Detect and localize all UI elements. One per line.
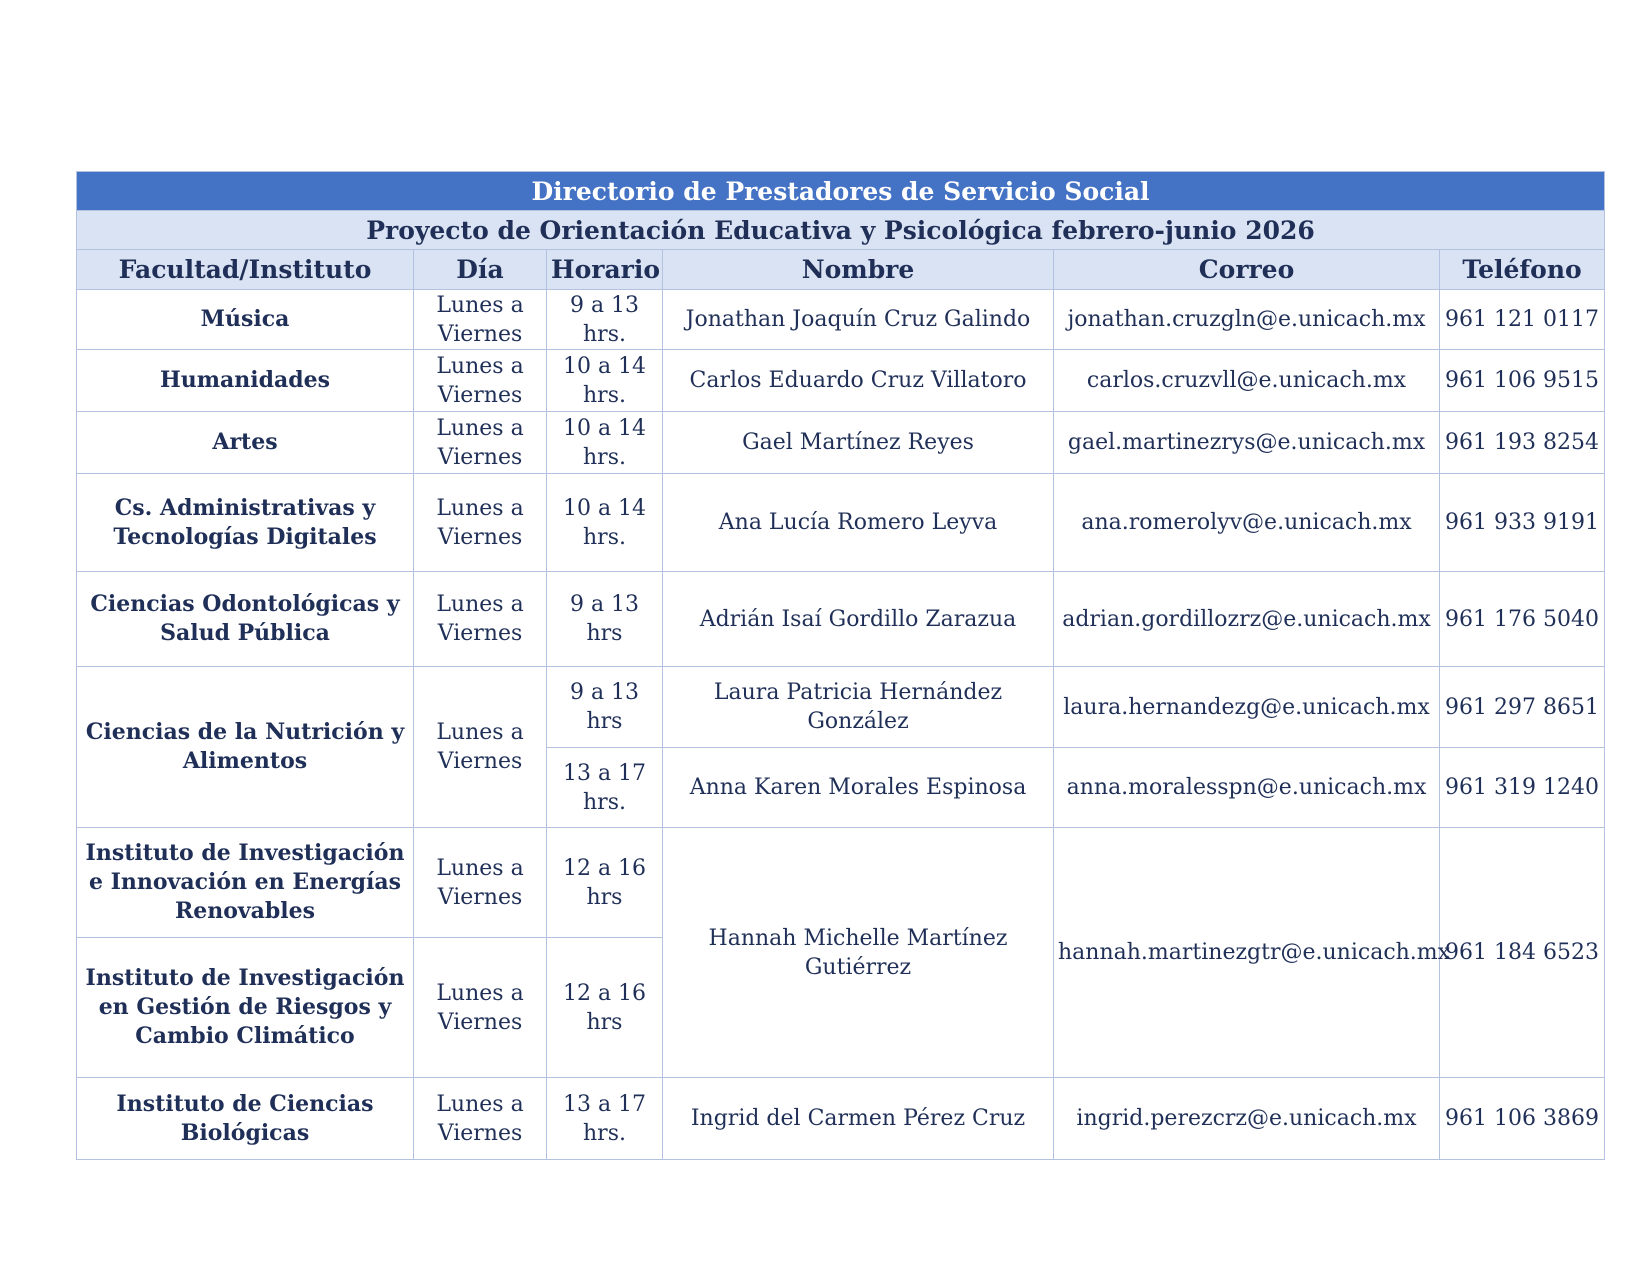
- telefono-cell: 961 319 1240: [1440, 748, 1605, 828]
- horario-cell: 9 a 13 hrs: [547, 667, 663, 748]
- horario-cell: 13 a 17 hrs.: [547, 1078, 663, 1160]
- facultad-cell: Ciencias Odontológicas y Salud Pública: [77, 572, 414, 667]
- correo-cell: adrian.gordillozrz@e.unicach.mx: [1054, 572, 1440, 667]
- facultad-cell: Música: [77, 290, 414, 350]
- subtitle-row: [77, 211, 1605, 250]
- horario-cell: 12 a 16 hrs: [547, 828, 663, 938]
- correo-cell: carlos.cruzvll@e.unicach.mx: [1054, 350, 1440, 412]
- facultad-cell: Instituto de Investigación e Innovación en Energías Renovables: [77, 828, 414, 938]
- facultad-cell: Instituto de Ciencias Biológicas: [77, 1078, 414, 1160]
- horario-cell: 10 a 14 hrs.: [547, 412, 663, 474]
- nombre-cell: Carlos Eduardo Cruz Villatoro: [663, 350, 1054, 412]
- facultad-cell: Artes: [77, 412, 414, 474]
- nombre-cell: Anna Karen Morales Espinosa: [663, 748, 1054, 828]
- nombre-cell: Jonathan Joaquín Cruz Galindo: [663, 290, 1054, 350]
- telefono-cell: 961 297 8651: [1440, 667, 1605, 748]
- dia-cell: Lunes a Viernes: [414, 938, 547, 1078]
- title-row: [77, 172, 1605, 211]
- horario-cell: 10 a 14 hrs.: [547, 474, 663, 572]
- dia-cell: Lunes a Viernes: [414, 1078, 547, 1160]
- header-telefono: Teléfono: [1440, 250, 1605, 290]
- nombre-cell: Ana Lucía Romero Leyva: [663, 474, 1054, 572]
- horario-cell: 9 a 13 hrs: [547, 572, 663, 667]
- facultad-cell: Ciencias de la Nutrición y Alimentos: [77, 667, 414, 828]
- telefono-cell: 961 193 8254: [1440, 412, 1605, 474]
- telefono-cell: 961 106 9515: [1440, 350, 1605, 412]
- horario-cell: 13 a 17 hrs.: [547, 748, 663, 828]
- correo-cell: ingrid.perezcrz@e.unicach.mx: [1054, 1078, 1440, 1160]
- header-horario: Horario: [547, 250, 663, 290]
- telefono-cell: 961 176 5040: [1440, 572, 1605, 667]
- horario-cell: 10 a 14 hrs.: [547, 350, 663, 412]
- table-row: [77, 290, 1605, 350]
- correo-cell: ana.romerolyv@e.unicach.mx: [1054, 474, 1440, 572]
- telefono-cell: 961 106 3869: [1440, 1078, 1605, 1160]
- correo-cell: jonathan.cruzgln@e.unicach.mx: [1054, 290, 1440, 350]
- telefono-cell: 961 121 0117: [1440, 290, 1605, 350]
- dia-cell: Lunes a Viernes: [414, 350, 547, 412]
- correo-cell: hannah.martinezgtr@e.unicach.mx: [1054, 828, 1440, 1078]
- column-header-row: [77, 250, 1605, 290]
- header-nombre: Nombre: [663, 250, 1054, 290]
- table-row: [77, 1078, 1605, 1160]
- table-row: [77, 412, 1605, 474]
- table-row: [77, 828, 1605, 938]
- nombre-cell: Adrián Isaí Gordillo Zarazua: [663, 572, 1054, 667]
- nombre-cell: Hannah Michelle Martínez Gutiérrez: [663, 828, 1054, 1078]
- telefono-cell: 961 933 9191: [1440, 474, 1605, 572]
- horario-cell: 9 a 13 hrs.: [547, 290, 663, 350]
- header-dia: Día: [414, 250, 547, 290]
- table-subtitle: Proyecto de Orientación Educativa y Psicológica febrero-junio 2026: [77, 211, 1605, 250]
- correo-cell: gael.martinezrys@e.unicach.mx: [1054, 412, 1440, 474]
- correo-cell: laura.hernandezg@e.unicach.mx: [1054, 667, 1440, 748]
- nombre-cell: Gael Martínez Reyes: [663, 412, 1054, 474]
- dia-cell: Lunes a Viernes: [414, 572, 547, 667]
- table-title: Directorio de Prestadores de Servicio Social: [77, 172, 1605, 211]
- dia-cell: Lunes a Viernes: [414, 667, 547, 828]
- horario-cell: 12 a 16 hrs: [547, 938, 663, 1078]
- table-row: [77, 350, 1605, 412]
- header-facultad: Facultad/Instituto: [77, 250, 414, 290]
- telefono-cell: 961 184 6523: [1440, 828, 1605, 1078]
- nombre-cell: Ingrid del Carmen Pérez Cruz: [663, 1078, 1054, 1160]
- table-row: [77, 572, 1605, 667]
- nombre-cell: Laura Patricia Hernández González: [663, 667, 1054, 748]
- facultad-cell: Instituto de Investigación en Gestión de Riesgos y Cambio Climático: [77, 938, 414, 1078]
- dia-cell: Lunes a Viernes: [414, 412, 547, 474]
- facultad-cell: Cs. Administrativas y Tecnologías Digitales: [77, 474, 414, 572]
- header-correo: Correo: [1054, 250, 1440, 290]
- correo-cell: anna.moralesspn@e.unicach.mx: [1054, 748, 1440, 828]
- dia-cell: Lunes a Viernes: [414, 474, 547, 572]
- table-row: [77, 667, 1605, 748]
- dia-cell: Lunes a Viernes: [414, 828, 547, 938]
- dia-cell: Lunes a Viernes: [414, 290, 547, 350]
- table-row: [77, 474, 1605, 572]
- facultad-cell: Humanidades: [77, 350, 414, 412]
- directory-table: [76, 171, 1605, 1160]
